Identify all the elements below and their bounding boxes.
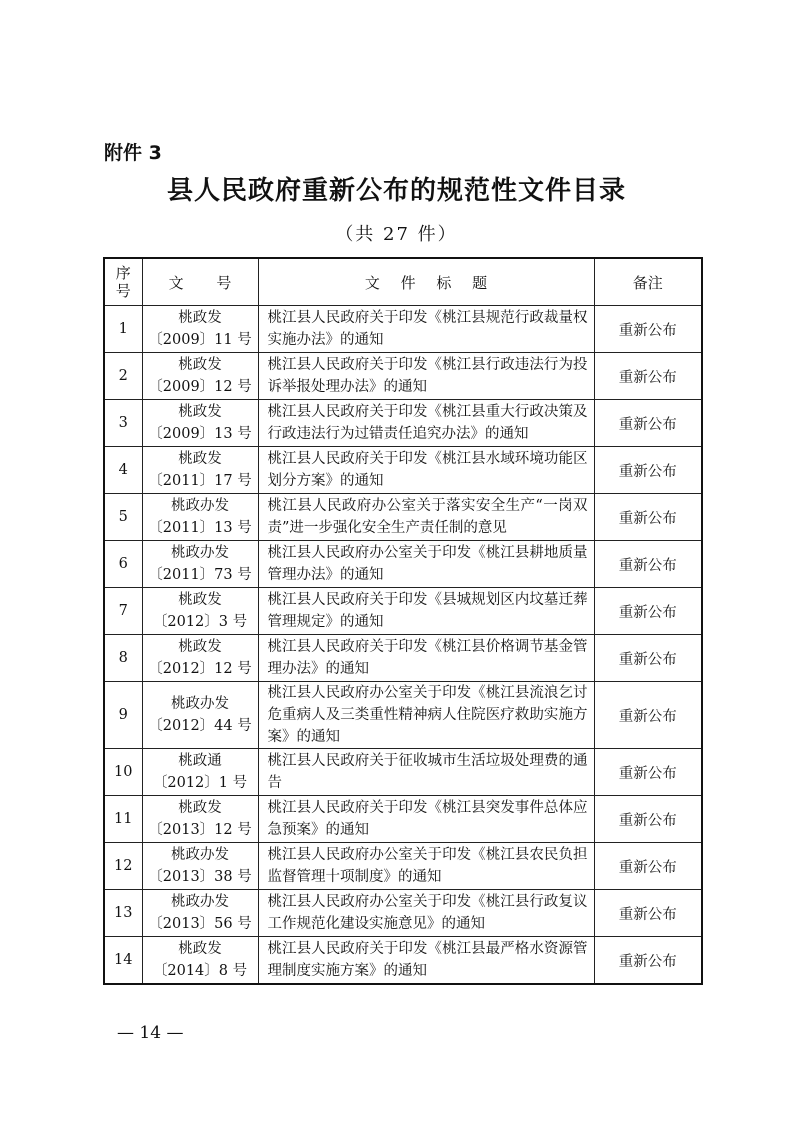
doc-number-year: 〔2012〕1 号: [152, 775, 248, 791]
table-row: [104, 447, 702, 494]
doc-number-year: 〔2011〕73 号: [148, 567, 252, 583]
row-doc-number: [142, 890, 258, 937]
row-note: 重新公布: [594, 588, 702, 635]
row-note: 重新公布: [594, 682, 702, 749]
row-doc-number: [142, 400, 258, 447]
row-seq: 1: [104, 306, 142, 353]
header-seq-line2: 号: [115, 282, 131, 300]
row-doc-number: [142, 635, 258, 682]
row-note: 重新公布: [594, 400, 702, 447]
document-title: 县人民政府重新公布的规范性文件目录: [166, 176, 626, 206]
table-row: [104, 843, 702, 890]
doc-number-year: 〔2012〕44 号: [148, 718, 252, 734]
doc-number-year: 〔2014〕8 号: [152, 963, 248, 979]
row-note: 重新公布: [594, 353, 702, 400]
row-doc-title: 桃江县人民政府关于印发《桃江县最严格水资源管理制度实施方案》的通知: [258, 937, 594, 985]
table-row: [104, 937, 702, 985]
table-row: [104, 494, 702, 541]
row-doc-number: [142, 541, 258, 588]
doc-number-issuer: 桃政发: [178, 451, 222, 467]
table-row: [104, 306, 702, 353]
header-doc-number: 文 号: [142, 258, 258, 306]
table-row: [104, 890, 702, 937]
row-seq: 8: [104, 635, 142, 682]
document-table: [103, 257, 703, 985]
row-seq: 2: [104, 353, 142, 400]
row-note: 重新公布: [594, 635, 702, 682]
row-seq: 6: [104, 541, 142, 588]
table-header-row: [104, 258, 702, 306]
document-count: （共 27 件）: [335, 224, 458, 245]
row-note: 重新公布: [594, 494, 702, 541]
row-note: 重新公布: [594, 749, 702, 796]
row-doc-title: 桃江县人民政府办公室关于印发《桃江县行政复议工作规范化建设实施意见》的通知: [258, 890, 594, 937]
doc-number-issuer: 桃政办发: [171, 696, 229, 712]
doc-number-issuer: 桃政办发: [171, 847, 229, 863]
table-row: [104, 353, 702, 400]
page-number: — 14 —: [117, 1023, 184, 1043]
doc-number-issuer: 桃政办发: [171, 545, 229, 561]
doc-number-issuer: 桃政办发: [171, 894, 229, 910]
row-doc-number: [142, 843, 258, 890]
row-doc-number: [142, 749, 258, 796]
row-note: 重新公布: [594, 447, 702, 494]
row-doc-title: 桃江县人民政府关于印发《桃江县突发事件总体应急预案》的通知: [258, 796, 594, 843]
row-doc-number: [142, 353, 258, 400]
row-doc-title: 桃江县人民政府关于印发《桃江县行政违法行为投诉举报处理办法》的通知: [258, 353, 594, 400]
doc-number-year: 〔2009〕12 号: [148, 379, 252, 395]
doc-number-issuer: 桃政发: [178, 639, 222, 655]
doc-number-issuer: 桃政发: [178, 592, 222, 608]
row-doc-number: [142, 796, 258, 843]
doc-number-year: 〔2011〕13 号: [148, 520, 252, 536]
doc-number-year: 〔2012〕3 号: [152, 614, 248, 630]
row-seq: 11: [104, 796, 142, 843]
row-doc-title: 桃江县人民政府办公室关于印发《桃江县耕地质量管理办法》的通知: [258, 541, 594, 588]
doc-number-year: 〔2013〕38 号: [148, 869, 252, 885]
row-note: 重新公布: [594, 890, 702, 937]
doc-number-issuer: 桃政办发: [171, 498, 229, 514]
doc-number-issuer: 桃政发: [178, 941, 222, 957]
row-seq: 9: [104, 682, 142, 749]
doc-number-year: 〔2013〕12 号: [148, 822, 252, 838]
table-row: [104, 588, 702, 635]
header-seq-line1: 序: [115, 264, 131, 282]
attachment-label: 附件 3: [104, 142, 162, 164]
row-seq: 5: [104, 494, 142, 541]
table-row: [104, 541, 702, 588]
row-doc-number: [142, 682, 258, 749]
row-doc-title: 桃江县人民政府关于印发《桃江县规范行政裁量权实施办法》的通知: [258, 306, 594, 353]
row-doc-number: [142, 447, 258, 494]
row-doc-title: 桃江县人民政府关于印发《县城规划区内坟墓迁葬管理规定》的通知: [258, 588, 594, 635]
row-doc-title: 桃江县人民政府办公室关于印发《桃江县农民负担监督管理十项制度》的通知: [258, 843, 594, 890]
row-doc-title: 桃江县人民政府关于印发《桃江县价格调节基金管理办法》的通知: [258, 635, 594, 682]
row-doc-title: 桃江县人民政府办公室关于落实安全生产“一岗双责”进一步强化安全生产责任制的意见: [258, 494, 594, 541]
table-row: [104, 749, 702, 796]
row-doc-title: 桃江县人民政府关于印发《桃江县重大行政决策及行政违法行为过错责任追究办法》的通知: [258, 400, 594, 447]
doc-number-issuer: 桃政通: [178, 753, 222, 769]
doc-number-issuer: 桃政发: [178, 800, 222, 816]
row-doc-number: [142, 306, 258, 353]
doc-number-year: 〔2009〕13 号: [148, 426, 252, 442]
row-doc-number: [142, 588, 258, 635]
row-note: 重新公布: [594, 541, 702, 588]
doc-number-year: 〔2009〕11 号: [148, 332, 252, 348]
row-note: 重新公布: [594, 937, 702, 985]
row-doc-number: [142, 494, 258, 541]
row-seq: 7: [104, 588, 142, 635]
table-row: [104, 682, 702, 749]
table-row: [104, 796, 702, 843]
doc-number-year: 〔2011〕17 号: [148, 473, 252, 489]
row-doc-title: 桃江县人民政府办公室关于印发《桃江县流浪乞讨危重病人及三类重性精神病人住院医疗救助实施方案》的通知: [258, 682, 594, 749]
row-seq: 3: [104, 400, 142, 447]
doc-number-issuer: 桃政发: [178, 357, 222, 373]
doc-number-year: 〔2013〕56 号: [148, 916, 252, 932]
header-doc-title: 文 件 标 题: [258, 258, 594, 306]
row-seq: 12: [104, 843, 142, 890]
doc-number-year: 〔2012〕12 号: [148, 661, 252, 677]
row-seq: 14: [104, 937, 142, 985]
row-note: 重新公布: [594, 306, 702, 353]
row-seq: 10: [104, 749, 142, 796]
row-note: 重新公布: [594, 796, 702, 843]
doc-number-issuer: 桃政发: [178, 404, 222, 420]
row-seq: 13: [104, 890, 142, 937]
doc-number-issuer: 桃政发: [178, 310, 222, 326]
row-seq: 4: [104, 447, 142, 494]
table-row: [104, 635, 702, 682]
row-doc-number: [142, 937, 258, 985]
row-doc-title: 桃江县人民政府关于印发《桃江县水域环境功能区划分方案》的通知: [258, 447, 594, 494]
table-body: [104, 306, 702, 985]
table-row: [104, 400, 702, 447]
row-note: 重新公布: [594, 843, 702, 890]
header-note: 备注: [594, 258, 702, 306]
row-doc-title: 桃江县人民政府关于征收城市生活垃圾处理费的通告: [258, 749, 594, 796]
header-seq: [104, 258, 142, 306]
